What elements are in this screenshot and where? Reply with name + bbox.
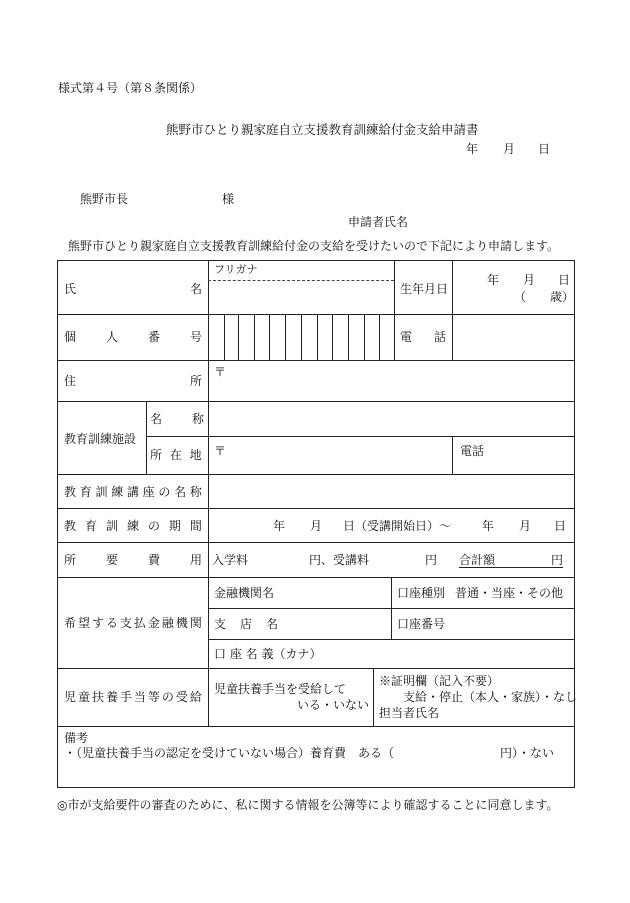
furigana-label: フリガナ (214, 263, 258, 276)
child-allowance-label: 児 童 扶 養 手 当 等 の 受 給 (64, 690, 202, 704)
tuition-unit: 円 (425, 553, 438, 567)
account-type-options[interactable]: 普通・当座・その他 (455, 586, 564, 600)
facility-name-field[interactable] (212, 405, 570, 433)
date-year-label: 年 (466, 142, 479, 156)
receiving-options[interactable]: いる・いない (297, 698, 370, 712)
period-label: 教 育 訓 練 の 期 間 (64, 519, 202, 533)
account-holder-label: 口 座 名 義（カナ） (214, 647, 322, 661)
date-day-label: 日 (538, 142, 551, 156)
birthdate-label: 生年月日 (400, 282, 449, 296)
phone-label: 電 話 (400, 330, 446, 344)
receiving-text: 児童扶養手当を受給して (214, 682, 347, 696)
institution-label: 金融機関名 (214, 586, 275, 600)
period-start-year: 年 (273, 519, 286, 533)
address-postal-mark: 〒 (214, 365, 227, 379)
bank-label: 希 望 す る 支 払 金 融 機 関 (64, 616, 202, 630)
account-number-label: 口座番号 (397, 617, 446, 631)
intro-text: 熊野市ひとり親家庭自立支援教育訓練給付金の支給を受けたいので下記により申請します。 (68, 239, 560, 253)
proof-status: 支給・停止（本人・家族）・なし (403, 690, 578, 704)
total-unit: 円 (550, 553, 563, 567)
facility-label: 教育訓練施設 (64, 432, 137, 446)
account-type-label: 口座種別 (397, 586, 446, 600)
birth-year-label: 年 (487, 273, 500, 287)
facility-location-label: 所 在 地 (150, 448, 204, 462)
facility-location-field[interactable] (230, 440, 448, 470)
period-end-day: 日 (554, 519, 567, 533)
proof-title: ※証明欄（記入不要） (379, 674, 500, 688)
period-start-month: 月 (310, 519, 323, 533)
enroll-fee-unit: 円、受講料 (309, 553, 370, 567)
course-name-field[interactable] (212, 478, 570, 504)
remarks-label: 備考 (64, 731, 89, 745)
personal-number-field[interactable] (212, 318, 390, 356)
period-end-year: 年 (482, 519, 495, 533)
facility-postal-mark: 〒 (214, 444, 227, 458)
remarks-text: ・（児童扶養手当の認定を受けていない場合）養育費 ある（ (64, 746, 395, 760)
course-name-label: 教 育 訓 練 講 座 の 名 称 (64, 485, 202, 499)
name-field[interactable] (214, 290, 390, 308)
personal-number-label: 個 人 番 号 (64, 330, 202, 344)
birth-month-label: 月 (523, 273, 536, 287)
staff-name-label: 担当者氏名 (379, 706, 440, 720)
address-label: 住 所 (64, 374, 202, 388)
total-label: 合計額 (459, 553, 496, 567)
phone-field[interactable] (456, 318, 570, 356)
cost-label: 所 要 費 用 (64, 553, 202, 567)
age-label: （ 歳） (514, 290, 575, 304)
address-field[interactable] (230, 366, 570, 396)
total-amount (459, 554, 563, 568)
addressee: 熊野市長 (80, 192, 129, 206)
period-start-day: 日（受講開始日）～ (343, 519, 452, 533)
name-label: 氏 名 (64, 282, 202, 296)
remarks-text-end: 円）・ない (500, 746, 555, 760)
branch-label: 支 店 名 (214, 617, 280, 631)
form-number: 様式第４号（第８条関係） (58, 81, 203, 95)
consent-text: ◎市が支給要件の審査のために、私に関する情報を公簿等により確認することに同意します。 (57, 798, 559, 812)
birth-day-label: 日 (558, 273, 571, 287)
addressee-suffix: 様 (222, 192, 235, 206)
period-end-month: 月 (519, 519, 532, 533)
applicant-name-label: 申請者氏名 (348, 215, 409, 229)
enroll-fee-label: 入学料 (212, 553, 249, 567)
facility-name-label: 名 称 (150, 412, 204, 426)
form-title: 熊野市ひとり親家庭自立支援教育訓練給付金支給申請書 (166, 122, 479, 137)
date-month-label: 月 (503, 142, 516, 156)
facility-phone-label: 電話 (460, 444, 485, 458)
